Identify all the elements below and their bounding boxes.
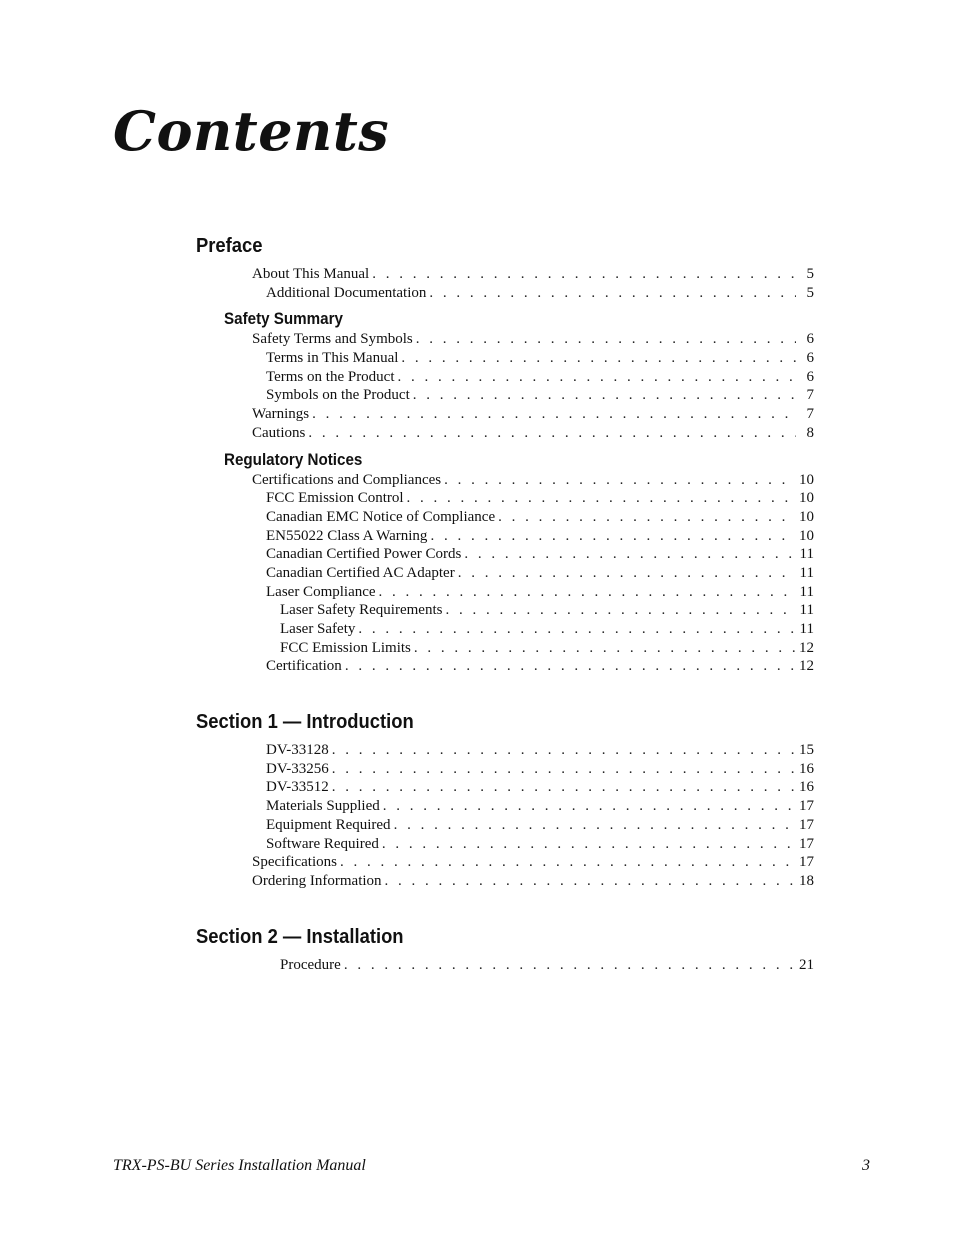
toc-entry-page: 6 xyxy=(806,350,814,367)
toc-entry-page: 17 xyxy=(799,798,814,815)
toc-entry-page: 7 xyxy=(806,406,814,423)
toc-entry-title: FCC Emission Limits xyxy=(280,639,411,656)
toc-entry-title: Specifications xyxy=(252,854,337,871)
toc-entry-page: 17 xyxy=(799,835,814,852)
dot-leader xyxy=(345,657,795,676)
toc-entry[interactable] xyxy=(196,639,814,658)
dot-leader xyxy=(464,545,795,564)
toc-entry-page: 11 xyxy=(799,621,814,637)
dot-leader xyxy=(416,330,796,349)
section-heading: Section 1 — Introduction xyxy=(196,711,414,734)
toc-entry-title: DV-33256 xyxy=(266,760,329,777)
toc-entry-title: Terms in This Manual xyxy=(266,350,399,367)
toc-entry-page: 7 xyxy=(806,387,814,404)
toc-entry[interactable] xyxy=(196,368,814,387)
toc-entry-page: 21 xyxy=(799,956,814,973)
toc-entry-page: 11 xyxy=(799,546,814,563)
dot-leader xyxy=(394,816,795,835)
toc-entry[interactable] xyxy=(196,583,814,602)
toc-entry-page: 12 xyxy=(799,639,814,656)
dot-leader xyxy=(445,601,795,620)
toc-entry-title: Laser Safety Requirements xyxy=(280,602,443,619)
toc-entry-page: 16 xyxy=(799,760,814,777)
toc-entry[interactable] xyxy=(196,835,814,854)
toc-entry-title: Safety Terms and Symbols xyxy=(252,331,413,348)
dot-leader xyxy=(458,564,796,583)
toc-entry[interactable] xyxy=(196,405,814,424)
toc-entry[interactable] xyxy=(196,620,814,639)
toc-entry-title: DV-33512 xyxy=(266,779,329,796)
toc-entry-title: Additional Documentation xyxy=(266,284,427,301)
toc-entry[interactable] xyxy=(196,601,814,620)
toc-entry[interactable] xyxy=(196,760,814,779)
dot-leader xyxy=(344,956,795,975)
toc-entry-title: About This Manual xyxy=(252,266,370,282)
subsection-heading: Safety Summary xyxy=(224,310,343,329)
toc-entry-title: Procedure xyxy=(280,956,341,973)
footer-manual-title: TRX-PS-BU Series Installation Manual xyxy=(113,1157,366,1174)
toc-entry-page: 10 xyxy=(799,527,814,544)
toc-entry-title: Warnings xyxy=(252,406,310,423)
dot-leader xyxy=(398,368,796,387)
toc-entry-page: 6 xyxy=(806,331,814,348)
dot-leader xyxy=(498,508,795,527)
toc-section xyxy=(196,923,814,975)
dot-leader xyxy=(379,583,796,602)
toc-entry-title: Canadian EMC Notice of Compliance xyxy=(266,508,496,525)
subsection-heading: Regulatory Notices xyxy=(224,450,363,469)
toc-section xyxy=(196,232,814,676)
toc-entry-page: 16 xyxy=(799,779,814,796)
toc-entry[interactable] xyxy=(196,564,814,583)
toc-entry-page: 5 xyxy=(806,284,814,301)
toc-entry[interactable] xyxy=(196,816,814,835)
toc-entry[interactable] xyxy=(196,386,814,405)
toc-entry-title: Canadian Certified AC Adapter xyxy=(266,564,455,581)
dot-leader xyxy=(332,778,795,797)
toc-entry[interactable] xyxy=(196,284,814,303)
toc-entry[interactable] xyxy=(196,265,814,284)
toc-entry-page: 11 xyxy=(799,602,814,619)
toc-entry-title: Laser Compliance xyxy=(266,583,376,600)
toc-entry-title: Certifications and Compliances xyxy=(252,471,442,488)
dot-leader xyxy=(429,284,796,303)
dot-leader xyxy=(401,349,796,368)
dot-leader xyxy=(444,471,795,490)
toc-entry[interactable] xyxy=(196,424,814,443)
dot-leader xyxy=(385,872,795,891)
dot-leader xyxy=(430,527,795,546)
toc-entry[interactable] xyxy=(196,657,814,676)
dot-leader xyxy=(382,835,795,854)
toc-entry-title: FCC Emission Control xyxy=(266,490,404,507)
dot-leader xyxy=(358,620,795,639)
toc-entry-title: Equipment Required xyxy=(266,816,391,833)
toc-entry-title: DV-33128 xyxy=(266,742,329,759)
toc-entry-page: 17 xyxy=(799,854,814,871)
toc-entry[interactable] xyxy=(196,872,814,891)
dot-leader xyxy=(372,265,796,284)
toc-entry-page: 10 xyxy=(799,490,814,507)
toc-entry-page: 18 xyxy=(799,872,814,889)
toc-entry-page: 11 xyxy=(799,564,814,581)
toc-entry-title: EN55022 Class A Warning xyxy=(266,527,428,544)
toc-entry[interactable] xyxy=(196,853,814,872)
toc-entry-page: 8 xyxy=(806,424,814,441)
section-heading: Preface xyxy=(196,235,263,257)
toc-section xyxy=(196,708,814,891)
toc-entry-page: 10 xyxy=(799,471,814,488)
toc-entry-title: Laser Safety xyxy=(280,621,356,637)
toc-entry[interactable] xyxy=(196,527,814,546)
toc-entry[interactable] xyxy=(196,489,814,508)
toc-entry-page: 6 xyxy=(806,368,814,385)
dot-leader xyxy=(332,741,795,760)
toc-entry[interactable] xyxy=(196,508,814,527)
toc-entry[interactable] xyxy=(196,741,814,760)
toc-entry-page: 11 xyxy=(799,583,814,600)
toc-entry-page: 5 xyxy=(806,266,814,282)
dot-leader xyxy=(413,386,796,405)
dot-leader xyxy=(407,489,795,508)
toc-entry-page: 10 xyxy=(799,508,814,525)
toc-entry-title: Canadian Certified Power Cords xyxy=(266,546,462,563)
toc-entry[interactable] xyxy=(196,349,814,368)
dot-leader xyxy=(308,424,796,443)
toc-entry[interactable] xyxy=(196,956,814,975)
dot-leader xyxy=(414,639,795,658)
toc-entry-title: Certification xyxy=(266,658,342,675)
toc-entry-title: Symbols on the Product xyxy=(266,387,410,404)
toc-entry[interactable] xyxy=(196,797,814,816)
section-heading: Section 2 — Installation xyxy=(196,925,404,948)
toc-entry-page: 15 xyxy=(799,742,814,759)
toc-entry-title: Cautions xyxy=(252,424,306,441)
toc-entry-title: Materials Supplied xyxy=(266,798,380,815)
toc-entry-title: Terms on the Product xyxy=(266,368,395,385)
toc-entry-page: 12 xyxy=(799,658,814,675)
dot-leader xyxy=(340,853,795,872)
page-footer xyxy=(113,1157,870,1175)
page-title: Contents xyxy=(113,99,390,163)
toc-entry-title: Ordering Information xyxy=(252,872,382,889)
toc-entry[interactable] xyxy=(196,778,814,797)
table-of-contents xyxy=(196,232,814,974)
dot-leader xyxy=(312,405,796,424)
toc-entry[interactable] xyxy=(196,330,814,349)
dot-leader xyxy=(383,797,795,816)
dot-leader xyxy=(332,760,795,779)
toc-entry-page: 17 xyxy=(799,816,814,833)
toc-entry[interactable] xyxy=(196,545,814,564)
toc-entry[interactable] xyxy=(196,471,814,490)
footer-page-number: 3 xyxy=(862,1157,870,1174)
toc-entry-title: Software Required xyxy=(266,835,379,852)
